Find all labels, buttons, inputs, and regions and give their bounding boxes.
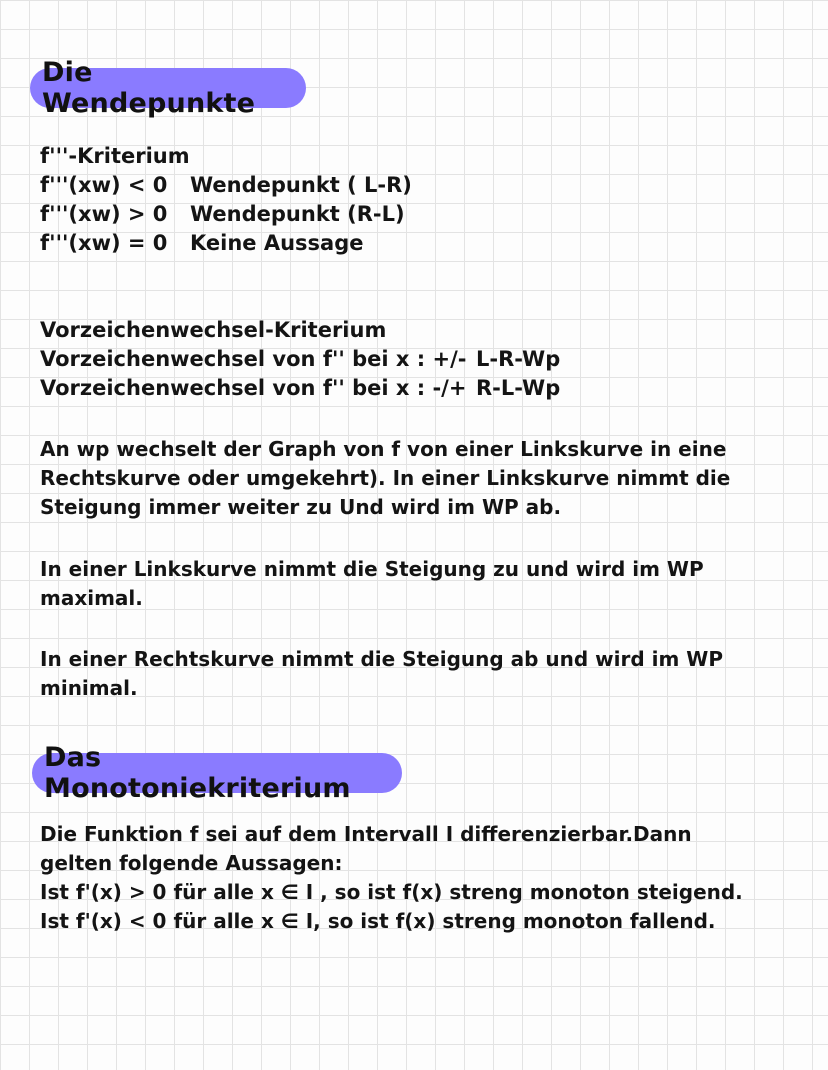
criterion-row [40,200,405,229]
paragraph-line: An wp wechselt der Graph von f von einer Linkskurve in eine [40,437,727,461]
paragraph-line: Die Funktion f sei auf dem Intervall I differenzierbar.Dann [40,822,692,846]
criterion-row [40,229,364,258]
criterion-title: f'''-Kriterium [40,144,190,168]
criterion-result: Keine Aussage [190,231,364,255]
heading-highlight-wendepunkte [30,57,306,119]
criterion-condition: f'''(xw) > 0 [40,202,168,226]
paragraph-line: minimal. [40,676,138,700]
section-title-wendepunkte: Die Wendepunkte [42,57,256,119]
criterion-row [40,171,412,200]
paragraph-line: Ist f'(x) > 0 für alle x ∈ I , so ist f(x) streng monoton steigend. [40,880,743,904]
vzw-condition: Vorzeichenwechsel von f'' bei x : +/- [40,347,467,371]
vzw-condition: Vorzeichenwechsel von f'' bei x : -/+ [40,376,467,400]
paragraph-line: Ist f'(x) < 0 für alle x ∈ I, so ist f(x) streng monoton fallend. [40,909,716,933]
heading-highlight-monotonie [32,742,402,804]
vzw-result: R-L-Wp [476,376,561,400]
paragraph-line: Steigung immer weiter zu Und wird im WP ab. [40,495,562,519]
criterion-result: Wendepunkt (R-L) [190,202,405,226]
paragraph-line: In einer Rechtskurve nimmt die Steigung ab und wird im WP [40,647,724,671]
vzw-result: L-R-Wp [476,347,561,371]
vzw-row [40,374,560,403]
criterion-result: Wendepunkt ( L-R) [190,173,412,197]
section-title-monotonie: Das Monotoniekriterium [44,742,351,804]
paragraph-line: maximal. [40,586,143,610]
paragraph-line: Rechtskurve oder umgekehrt). In einer Linkskurve nimmt die [40,466,731,490]
criterion-condition: f'''(xw) < 0 [40,173,168,197]
criterion-condition: f'''(xw) = 0 [40,231,168,255]
paragraph-line: gelten folgende Aussagen: [40,851,343,875]
vzw-row [40,345,560,374]
vzw-title: Vorzeichenwechsel-Kriterium [40,318,387,342]
paragraph-line: In einer Linkskurve nimmt die Steigung zu und wird im WP [40,557,704,581]
